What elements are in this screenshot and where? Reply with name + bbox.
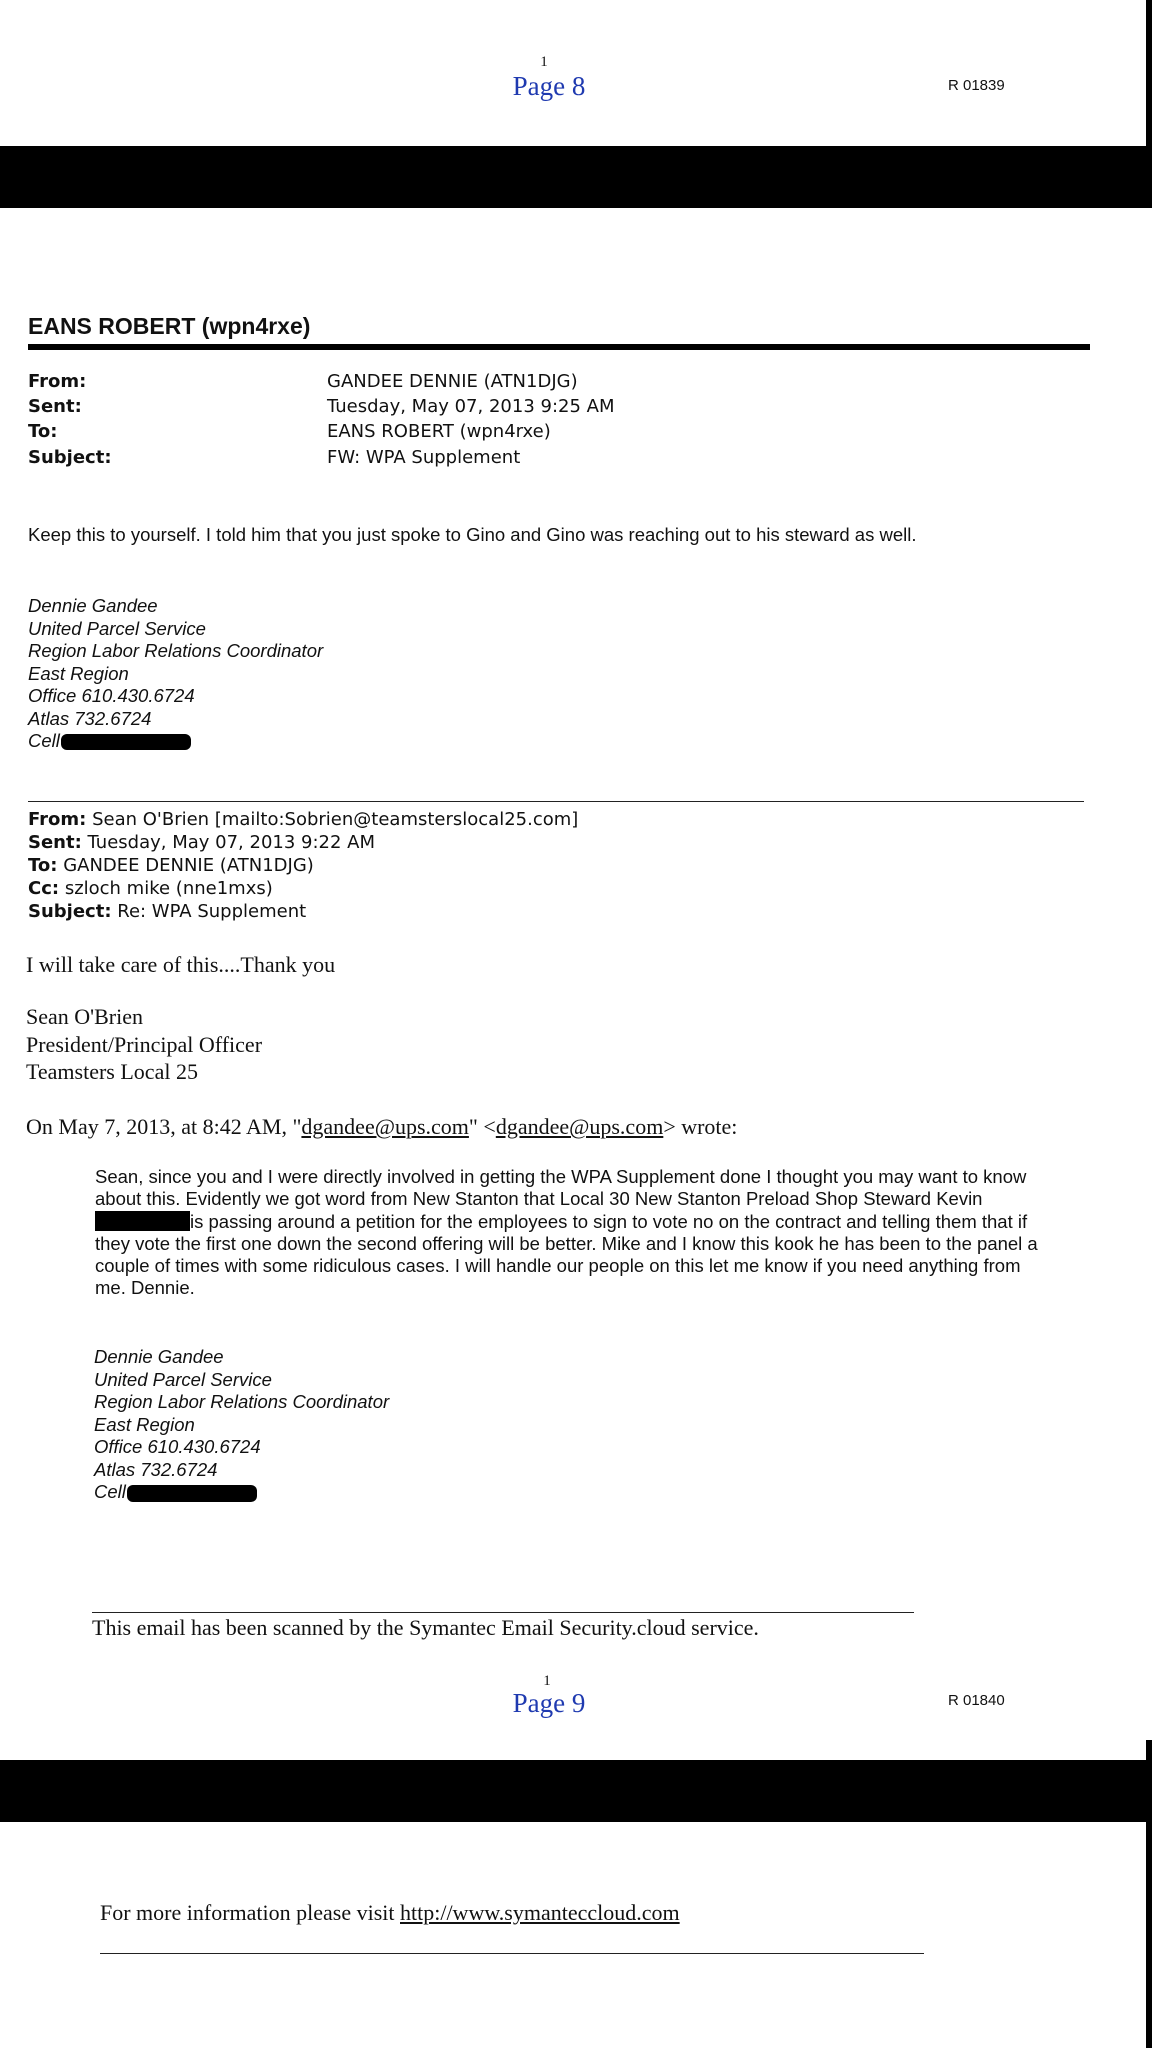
signature-title: Region Labor Relations Coordinator — [28, 640, 324, 661]
main-email-body: Keep this to yourself. I told him that you just spoke to Gino and Gino was reaching out to his steward as well. — [28, 524, 917, 545]
page-separator-band-top — [0, 146, 1152, 208]
more-info-rule — [100, 1953, 924, 1954]
quoted-signature-office: Office 610.430.6724 — [94, 1436, 261, 1457]
scan-edge-top — [1146, 0, 1152, 150]
signature-name: Dennie Gandee — [28, 595, 158, 616]
fwd-subject-line — [28, 901, 306, 922]
quoted-signature-region: East Region — [94, 1413, 195, 1435]
to-value: EANS ROBERT (wpn4rxe) — [327, 421, 551, 442]
fwd-sent-line — [28, 832, 375, 853]
more-info-prefix: For more information please visit — [100, 1900, 400, 1925]
fwd-signature — [26, 1003, 262, 1086]
sent-value: Tuesday, May 07, 2013 9:25 AM — [327, 396, 615, 417]
bates-number-top: R 01839 — [948, 77, 1005, 94]
fwd-signature-title: President/Principal Officer — [26, 1031, 263, 1057]
quoted-paragraph-part2: is passing around a petition for the employees to sign to vote no on the contract and telling them that if they vote the first one down the second offering will be better. Mike and I know this kook he has been to the panel a couple of times with some ridiculous cases. I will handle our people on this let me know if you need anything from me. Dennie. — [95, 1210, 1038, 1299]
fwd-signature-name: Sean O'Brien — [26, 1004, 143, 1029]
fwd-body: I will take care of this....Thank you — [26, 952, 336, 977]
more-info-line — [100, 1900, 680, 1926]
quote-intro — [26, 1114, 737, 1140]
signature-cell-label: Cell — [28, 730, 60, 751]
quote-email-link-2[interactable]: dgandee@ups.com — [495, 1114, 664, 1139]
from-label: From: — [28, 371, 87, 392]
subject-label: Subject: — [28, 447, 112, 468]
redaction-box — [61, 734, 191, 750]
page-label-top: Page 8 — [512, 71, 586, 101]
fwd-sent-label: Sent: — [28, 832, 82, 853]
fwd-subject-value: Re: WPA Supplement — [117, 901, 307, 922]
mailbox-title: EANS ROBERT (wpn4rxe) — [28, 313, 311, 339]
quoted-signature — [94, 1346, 389, 1504]
quote-intro-suffix: > wrote: — [663, 1114, 738, 1139]
fwd-subject-label: Subject: — [28, 901, 112, 922]
subject-value: FW: WPA Supplement — [327, 447, 521, 468]
fwd-signature-org: Teamsters Local 25 — [26, 1059, 198, 1084]
fwd-cc-value: szloch mike (nne1mxs) — [64, 878, 273, 899]
quoted-paragraph-part1: Sean, since you and I were directly involved in getting the WPA Supplement done I thought you may want to know about this. Evidently we got word from New Stanton that Local 30 New Stanton Preload Shop Steward Kevin — [95, 1166, 1027, 1210]
signature-region: East Region — [28, 662, 129, 684]
fwd-from-label: From: — [28, 809, 87, 830]
quoted-signature-cell-label: Cell — [94, 1481, 126, 1502]
bates-number-bottom: R 01840 — [948, 1692, 1005, 1709]
fwd-to-value: GANDEE DENNIE (ATN1DJG) — [63, 855, 314, 876]
quote-intro-middle: " < — [468, 1114, 496, 1139]
signature-office: Office 610.430.6724 — [28, 685, 195, 706]
quoted-signature-name: Dennie Gandee — [94, 1346, 224, 1367]
page-number-small-top: 1 — [540, 54, 548, 70]
fwd-from-value: Sean O'Brien [mailto:Sobrien@teamsterslocal25.com] — [92, 809, 579, 830]
page-label-bottom: Page 9 — [512, 1688, 586, 1718]
forward-divider — [28, 801, 1084, 802]
fwd-cc-line — [28, 878, 273, 899]
quoted-signature-atlas: Atlas 732.6724 — [94, 1458, 218, 1480]
fwd-cc-label: Cc: — [28, 878, 60, 899]
fwd-to-line — [28, 855, 314, 876]
signature-cell — [28, 730, 323, 753]
to-label: To: — [28, 421, 58, 442]
fwd-to-label: To: — [28, 855, 58, 876]
scan-notice: This email has been scanned by the Symantec Email Security.cloud service. — [92, 1615, 759, 1640]
from-value: GANDEE DENNIE (ATN1DJG) — [327, 371, 578, 392]
fwd-sent-value: Tuesday, May 07, 2013 9:22 AM — [87, 832, 376, 853]
signature-atlas: Atlas 732.6724 — [28, 707, 152, 729]
quoted-paragraph — [95, 1166, 1045, 1300]
redaction-box — [127, 1485, 257, 1502]
fwd-from-line — [28, 809, 578, 830]
quote-email-link-1[interactable]: dgandee@ups.com — [301, 1114, 469, 1139]
scan-notice-rule — [92, 1612, 914, 1613]
quote-intro-prefix: On May 7, 2013, at 8:42 AM, " — [26, 1114, 302, 1139]
page-separator-band-bottom — [0, 1760, 1152, 1822]
quoted-signature-cell — [94, 1481, 389, 1504]
symantec-link[interactable]: http://www.symanteccloud.com — [400, 1900, 680, 1925]
sent-label: Sent: — [28, 396, 82, 417]
title-rule — [28, 344, 1090, 350]
quoted-signature-title: Region Labor Relations Coordinator — [94, 1391, 390, 1412]
main-signature — [28, 595, 323, 753]
signature-company: United Parcel Service — [28, 617, 206, 639]
page-number-small-bottom: 1 — [543, 1673, 551, 1689]
redaction-box — [95, 1211, 190, 1231]
quoted-signature-company: United Parcel Service — [94, 1368, 272, 1390]
